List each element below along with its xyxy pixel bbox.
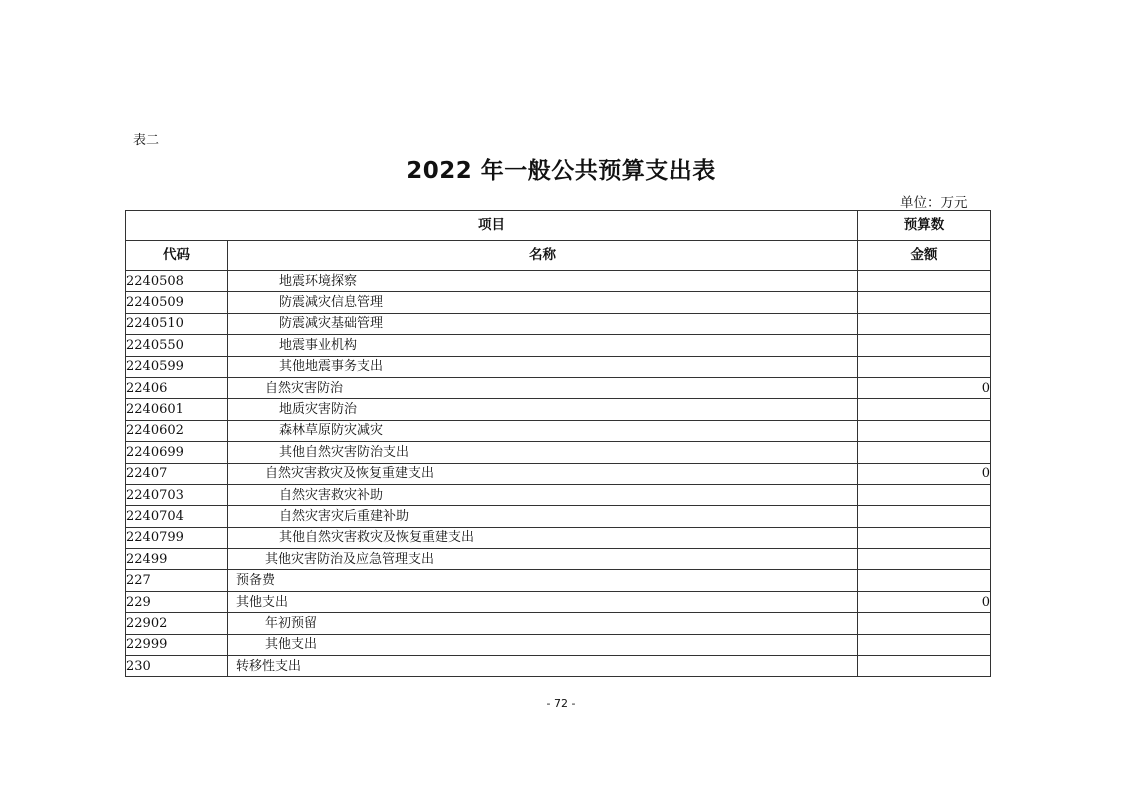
table-row [126, 356, 991, 377]
header-amount: 金额 [858, 241, 991, 271]
row-name: 预备费 [228, 570, 858, 591]
row-amount [858, 634, 991, 655]
header-row-project [126, 211, 991, 241]
page-title: 2022 年一般公共预算支出表 [406, 158, 716, 184]
page-number: - 72 - [546, 697, 576, 710]
row-name: 防震减灾基础管理 [228, 313, 858, 334]
table-row [126, 591, 991, 612]
row-code: 22406 [126, 377, 228, 398]
row-amount: 0 [858, 591, 991, 612]
row-name: 年初预留 [228, 613, 858, 634]
row-name: 地质灾害防治 [228, 399, 858, 420]
header-code: 代码 [126, 241, 228, 271]
row-code: 2240550 [126, 335, 228, 356]
row-code: 2240601 [126, 399, 228, 420]
row-amount [858, 506, 991, 527]
row-name: 其他灾害防治及应急管理支出 [228, 549, 858, 570]
row-code: 2240699 [126, 442, 228, 463]
table-row [126, 313, 991, 334]
row-amount [858, 356, 991, 377]
row-code: 22407 [126, 463, 228, 484]
row-name: 其他地震事务支出 [228, 356, 858, 377]
row-code: 22499 [126, 549, 228, 570]
row-amount [858, 313, 991, 334]
row-code: 2240704 [126, 506, 228, 527]
row-name: 森林草原防灾减灾 [228, 420, 858, 441]
row-amount [858, 656, 991, 677]
header-budget: 预算数 [858, 211, 991, 241]
table-row [126, 377, 991, 398]
table-row [126, 527, 991, 548]
row-amount: 0 [858, 463, 991, 484]
row-amount [858, 570, 991, 591]
row-name: 其他自然灾害救灾及恢复重建支出 [228, 527, 858, 548]
row-name: 其他支出 [228, 591, 858, 612]
row-code: 2240599 [126, 356, 228, 377]
table-row [126, 570, 991, 591]
row-code: 229 [126, 591, 228, 612]
row-amount [858, 335, 991, 356]
row-name: 自然灾害灾后重建补助 [228, 506, 858, 527]
row-name: 转移性支出 [228, 656, 858, 677]
row-amount [858, 420, 991, 441]
row-amount [858, 442, 991, 463]
table-row [126, 335, 991, 356]
row-amount [858, 613, 991, 634]
row-code: 2240799 [126, 527, 228, 548]
row-amount [858, 292, 991, 313]
row-amount [858, 549, 991, 570]
table-row [126, 271, 991, 292]
budget-table [125, 210, 991, 677]
row-code: 2240602 [126, 420, 228, 441]
row-code: 22999 [126, 634, 228, 655]
row-code: 22902 [126, 613, 228, 634]
row-name: 自然灾害救灾及恢复重建支出 [228, 463, 858, 484]
row-code: 2240510 [126, 313, 228, 334]
row-name: 自然灾害防治 [228, 377, 858, 398]
row-name: 地震环境探察 [228, 271, 858, 292]
table-row [126, 549, 991, 570]
row-name: 防震减灾信息管理 [228, 292, 858, 313]
row-code: 2240703 [126, 484, 228, 505]
table-row [126, 634, 991, 655]
row-name: 自然灾害救灾补助 [228, 484, 858, 505]
header-row-columns [126, 241, 991, 271]
row-code: 2240508 [126, 271, 228, 292]
header-name: 名称 [228, 241, 858, 271]
table-row [126, 463, 991, 484]
table-row [126, 399, 991, 420]
row-amount [858, 527, 991, 548]
row-name: 其他自然灾害防治支出 [228, 442, 858, 463]
table-row [126, 442, 991, 463]
table-label: 表二 [133, 133, 160, 148]
table-row [126, 506, 991, 527]
row-amount [858, 399, 991, 420]
unit-label: 单位：万元 [900, 195, 968, 211]
table-row [126, 484, 991, 505]
row-code: 227 [126, 570, 228, 591]
row-amount [858, 271, 991, 292]
table-row [126, 656, 991, 677]
row-name: 其他支出 [228, 634, 858, 655]
table-row [126, 420, 991, 441]
row-amount [858, 484, 991, 505]
row-name: 地震事业机构 [228, 335, 858, 356]
row-code: 2240509 [126, 292, 228, 313]
header-project: 项目 [126, 211, 858, 241]
row-code: 230 [126, 656, 228, 677]
table-row [126, 613, 991, 634]
row-amount: 0 [858, 377, 991, 398]
table-row [126, 292, 991, 313]
